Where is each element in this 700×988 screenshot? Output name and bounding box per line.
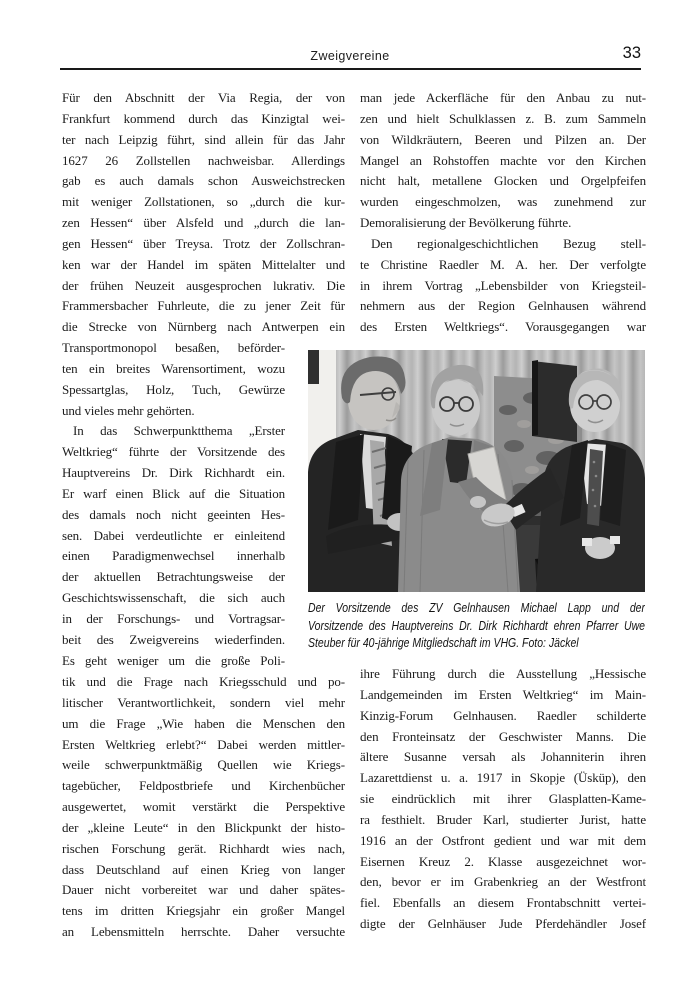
text-line: In das Schwerpunktthema „Erster — [73, 423, 285, 439]
left-column-text-top — [62, 88, 345, 338]
text-line: Eisernen Kreuz 2. Klasse ausgezeichnet wor- — [360, 853, 646, 869]
text-line: den, bevor er im Grabenkrieg an der Westfront — [360, 874, 646, 890]
text-line: in ihrem Vortrag „Lebensbilder von Kriegsteil- — [360, 277, 646, 293]
text-line: Kinzig-Forum Gelnhausen. Raedler schilderte — [360, 707, 646, 723]
text-line: litischer Verantwortlichkeit, sondern viel mehr — [62, 694, 345, 710]
right-column-text-top — [360, 88, 646, 338]
award-ceremony-photo — [308, 350, 645, 592]
text-line: der „kleine Leute“ in den Blickpunkt der histo- — [62, 819, 345, 835]
text-line: den Fronteinsatz der Geschwister Manns. Die — [360, 728, 646, 744]
text-line: an Lebensmitteln herrschte. Daher versuchte — [62, 924, 345, 940]
text-line: nehmern aus der Region Gelnhausen während — [360, 298, 646, 314]
text-line: zen und hielt Schulklassen z. B. zum Sammeln — [360, 110, 646, 126]
photo-three-men-handshake-graphic — [308, 350, 645, 592]
text-line: des Ersten Weltkriegs“. Vorausgegangen war — [360, 319, 646, 335]
left-column-text-bottom — [62, 672, 345, 943]
text-line: Lazarettdienst u. a. 1917 in Skopje (Üsküp), den — [360, 770, 646, 786]
text-line: sen. Dabei verdeutlichte er einleitend — [62, 527, 285, 543]
text-line: rischen Forschung gerät. Richhardt wies nach, — [62, 840, 345, 856]
photo-caption — [308, 599, 645, 652]
text-line: man jede Ackerfläche für den Anbau zu nut- — [360, 90, 646, 105]
text-line: Frammersbacher Fuhrleute, die zu jener Zeit für — [62, 298, 345, 314]
text-line: Es geht weniger um die große Poli- — [62, 652, 285, 668]
text-line: Dauer nicht vorbereitet war und daher spätes- — [62, 882, 345, 898]
text-line: ten ein breites Warensortiment, wozu — [62, 360, 285, 376]
text-line: der frühen Neuzeit ausgesprochen lukrativ. Die — [62, 277, 345, 293]
text-line: Frankfurt kommend durch das Kinzigtal wei- — [62, 110, 345, 126]
right-column-text-bottom — [360, 664, 646, 935]
text-line: nicht halt, metallene Glocken und Orgelpfeifen — [360, 173, 646, 189]
running-header-section-title: Zweigvereine — [310, 49, 390, 63]
text-line: mit weniger Zollstationen, so „durch die kur- — [62, 194, 345, 210]
text-line: von Wildkräutern, Beeren und Pilzen an. Der — [360, 131, 646, 147]
text-line: Hauptvereins Dr. Dirk Richhardt ein. — [62, 465, 285, 481]
text-line: wurden eingeschmolzen, was zunehmend zur — [360, 194, 646, 210]
text-line: einen Paradigmenwechsel innerhalb — [62, 548, 285, 564]
text-line: Demoralisierung der Bevölkerung führte. — [360, 215, 572, 231]
header-rule — [60, 68, 641, 70]
text-line: der aktuellen Betrachtungsweise der — [62, 569, 285, 585]
text-line: Für den Abschnitt der Via Regia, der von — [62, 90, 345, 105]
text-line: fiel. Ebenfalls an diesem Frontabschnitt vertei- — [360, 895, 646, 911]
text-line: dass Deutschland auf einen Krieg von langer — [62, 861, 345, 877]
caption-line: Steuber für 40-jährige Mitgliedschaft im VHG. Foto: Jäckel — [308, 635, 579, 651]
text-line: te Christine Raedler M. A. her. Der verfolgte — [360, 256, 646, 272]
text-line: Spessartglas, Holz, Tuch, Gewürze — [62, 381, 285, 397]
text-line: und vieles mehr gehörten. — [62, 402, 195, 418]
text-line: Mangel an Rohstoffen machte vor den Kirchen — [360, 152, 646, 168]
text-line: Transportmonopol besaßen, beförder- — [62, 340, 285, 355]
text-line: die Strecke von Nürnberg nach Antwerpen ein — [62, 319, 345, 335]
text-line: gab es auch damals schon Ausweichstrecken — [62, 173, 345, 189]
text-line: Geschichtswissenschaft, die sich auch — [62, 590, 285, 606]
text-line: 1916 an der Ostfront gedient und war mit dem — [360, 832, 646, 848]
text-line: beit des Zweigvereins wiederfinden. — [62, 631, 285, 647]
text-line: tens im dritten Kriegsjahr ein großer Mangel — [62, 903, 345, 919]
caption-line: Der Vorsitzende des ZV Gelnhausen Michael Lapp und der — [308, 600, 646, 615]
text-line: sie eindrücklich mit ihrer Glasplatten-Kame- — [360, 791, 646, 807]
text-line: ra festhielt. Bruder Karl, studierter Jurist, hatte — [360, 811, 646, 827]
text-line: ausgewertet, womit verstärkt die Perspektive — [62, 799, 345, 815]
text-line: ihre Führung durch die Ausstellung „Hessische — [360, 666, 646, 681]
text-line: zen Hessen“ über Alsfeld und „durch die lan- — [62, 215, 345, 231]
text-line: Landgemeinden im Ersten Weltkrieg“ im Main- — [360, 686, 646, 702]
text-line: Weltkrieg“ führte der Vorsitzende des — [62, 444, 285, 460]
text-line: tagebücher, Feldpostbriefe und Kirchenbücher — [62, 778, 345, 794]
text-line: Ersten Weltkrieg erlebt?“ Dabei werden mittler- — [62, 736, 345, 752]
page-number: 33 — [622, 44, 641, 62]
text-line: digte der Gelnhäuser Jude Pferdehändler Josef — [360, 916, 646, 932]
text-line: 1627 26 Zollstellen nachweisbar. Allerdings — [62, 152, 345, 168]
text-line: um die Frage „Wie haben die Menschen den — [62, 715, 345, 731]
text-line: ältere Susanne versah als Johanniterin ihren — [360, 749, 646, 765]
text-line: gen Hessen“ über Treysa. Trotz der Zollschran- — [62, 235, 345, 251]
text-line: ter nach Leipzig führt, sind allein für das Jahr — [62, 131, 345, 147]
text-line: in der Forschungs- und Vortragsar- — [62, 610, 285, 626]
text-line: des damals noch nicht geeinten Hes- — [62, 506, 285, 522]
left-column-text-narrow — [62, 338, 285, 672]
text-line: tik und die Frage nach Kriegsschuld und po- — [62, 674, 345, 689]
text-line: Den regionalgeschichtlichen Bezug stell- — [371, 235, 646, 251]
text-line: Er warf einen Blick auf die Situation — [62, 485, 285, 501]
text-line: weile schwerpunktmäßig Quellen wie Kriegs- — [62, 757, 345, 773]
text-line: ken war der Handel im späten Mittelalter und — [62, 256, 345, 272]
caption-line: Vorsitzende des Hauptvereins Dr. Dirk Richhardt ehren Pfarrer Uwe — [308, 617, 646, 633]
